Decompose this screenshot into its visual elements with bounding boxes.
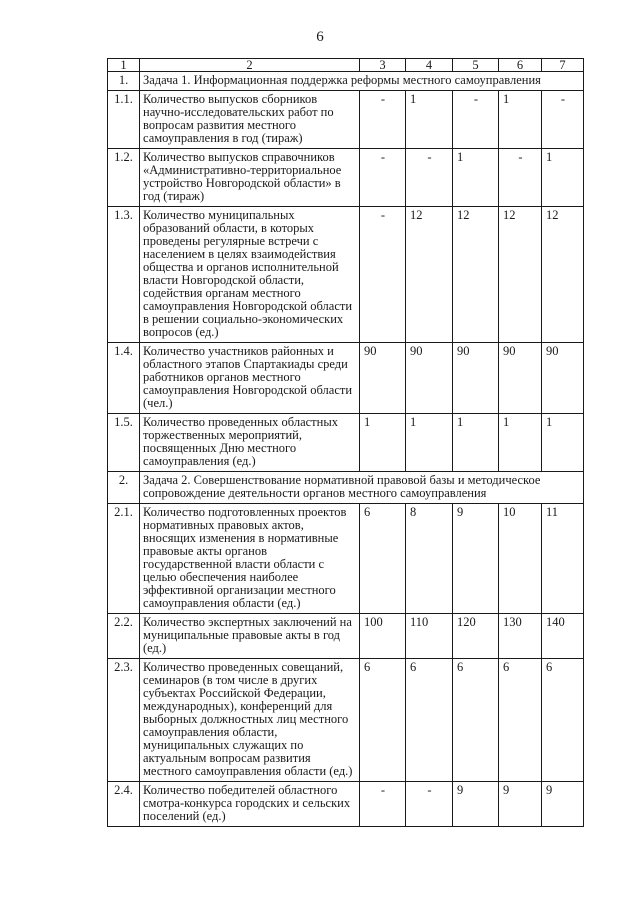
row-number: 1.2. — [108, 149, 140, 207]
indicator-description: Количество победителей областного смотра-конкурса городских и сельских поселений (ед.) — [140, 782, 360, 827]
task-title: Задача 2. Совершенствование нормативной правовой базы и методическое сопровождение деятельности органов местного самоуправления — [140, 472, 584, 504]
value-cell-v5: 9 — [453, 504, 499, 614]
value-cell-v4: - — [406, 782, 453, 827]
value-cell-v6: 1 — [499, 91, 542, 149]
header-cell: 2 — [140, 59, 360, 72]
value-cell-v6: 6 — [499, 659, 542, 782]
value-cell-v7: 90 — [542, 343, 584, 414]
value-cell-v6: 90 — [499, 343, 542, 414]
value-cell-v4: 8 — [406, 504, 453, 614]
value-cell-v3: 6 — [360, 504, 406, 614]
row-number: 2.4. — [108, 782, 140, 827]
value-cell-v7: 1 — [542, 414, 584, 472]
value-cell-v5: 6 — [453, 659, 499, 782]
value-cell-v6: 10 — [499, 504, 542, 614]
value-cell-v3: 90 — [360, 343, 406, 414]
value-cell-v7: 6 — [542, 659, 584, 782]
indicator-row — [108, 659, 584, 782]
indicator-description: Количество участников районных и областного этапов Спартакиады среди работников органов местного самоуправления Новгородской области (чел.) — [140, 343, 360, 414]
value-cell-v5: 90 — [453, 343, 499, 414]
indicator-description: Количество муниципальных образований области, в которых проведены регулярные встречи с населением в целях взаимодействия общества и органов исполнительной власти Новгородской области, содействия органам местного самоуправления Новгородской области в решении социально-экономических вопросов (ед.) — [140, 207, 360, 343]
task-row — [108, 472, 584, 504]
header-cell: 1 — [108, 59, 140, 72]
row-number: 2. — [108, 472, 140, 504]
value-cell-v4: 1 — [406, 414, 453, 472]
value-cell-v6: 9 — [499, 782, 542, 827]
value-cell-v4: - — [406, 149, 453, 207]
value-cell-v4: 1 — [406, 91, 453, 149]
header-cell: 3 — [360, 59, 406, 72]
row-number: 1.5. — [108, 414, 140, 472]
value-cell-v5: 9 — [453, 782, 499, 827]
table-body — [108, 59, 584, 827]
indicators-table — [107, 58, 584, 827]
value-cell-v6: 1 — [499, 414, 542, 472]
indicator-description: Количество выпусков справочников «Административно-территориальное устройство Новгородской области» в год (тираж) — [140, 149, 360, 207]
value-cell-v7: 140 — [542, 614, 584, 659]
indicator-description: Количество выпусков сборников научно-исследовательских работ по вопросам развития местного самоуправления в год (тираж) — [140, 91, 360, 149]
value-cell-v3: 6 — [360, 659, 406, 782]
row-number: 2.2. — [108, 614, 140, 659]
value-cell-v6: - — [499, 149, 542, 207]
indicator-row — [108, 343, 584, 414]
indicator-row — [108, 91, 584, 149]
value-cell-v6: 12 — [499, 207, 542, 343]
value-cell-v7: - — [542, 91, 584, 149]
header-cell: 6 — [499, 59, 542, 72]
value-cell-v5: 120 — [453, 614, 499, 659]
page-number: 6 — [316, 29, 324, 45]
value-cell-v7: 1 — [542, 149, 584, 207]
header-cell: 5 — [453, 59, 499, 72]
indicator-description: Количество экспертных заключений на муниципальные правовые акты в год (ед.) — [140, 614, 360, 659]
value-cell-v3: - — [360, 91, 406, 149]
value-cell-v5: 1 — [453, 414, 499, 472]
header-cell: 4 — [406, 59, 453, 72]
value-cell-v4: 90 — [406, 343, 453, 414]
indicator-description: Количество проведенных областных торжественных мероприятий, посвященных Дню местного самоуправления (ед.) — [140, 414, 360, 472]
value-cell-v7: 9 — [542, 782, 584, 827]
row-number: 2.1. — [108, 504, 140, 614]
indicator-description: Количество проведенных совещаний, семинаров (в том числе в других субъектах Российской Федерации, международных), конференций для выборных должностных лиц местного самоуправления области, муниципальных служащих по актуальным вопросам развития местного самоуправления области (ед.) — [140, 659, 360, 782]
indicator-row — [108, 504, 584, 614]
header-cell: 7 — [542, 59, 584, 72]
value-cell-v4: 12 — [406, 207, 453, 343]
indicator-description: Количество подготовленных проектов нормативных правовых актов, вносящих изменения в нормативные правовые акты органов государственной власти области с целью обеспечения наиболее эффективной организации местного самоуправления области (ед.) — [140, 504, 360, 614]
task-title: Задача 1. Информационная поддержка реформы местного самоуправления — [140, 72, 584, 91]
value-cell-v3: 1 — [360, 414, 406, 472]
column-number-header-row — [108, 59, 584, 72]
row-number: 2.3. — [108, 659, 140, 782]
value-cell-v4: 6 — [406, 659, 453, 782]
row-number: 1.4. — [108, 343, 140, 414]
indicator-row — [108, 614, 584, 659]
indicator-row — [108, 414, 584, 472]
value-cell-v3: - — [360, 782, 406, 827]
row-number: 1. — [108, 72, 140, 91]
indicator-row — [108, 149, 584, 207]
value-cell-v4: 110 — [406, 614, 453, 659]
row-number: 1.1. — [108, 91, 140, 149]
value-cell-v7: 12 — [542, 207, 584, 343]
value-cell-v3: 100 — [360, 614, 406, 659]
value-cell-v3: - — [360, 149, 406, 207]
value-cell-v6: 130 — [499, 614, 542, 659]
task-row — [108, 72, 584, 91]
value-cell-v3: - — [360, 207, 406, 343]
value-cell-v5: 12 — [453, 207, 499, 343]
row-number: 1.3. — [108, 207, 140, 343]
indicator-row — [108, 207, 584, 343]
value-cell-v5: - — [453, 91, 499, 149]
value-cell-v5: 1 — [453, 149, 499, 207]
indicator-row — [108, 782, 584, 827]
value-cell-v7: 11 — [542, 504, 584, 614]
